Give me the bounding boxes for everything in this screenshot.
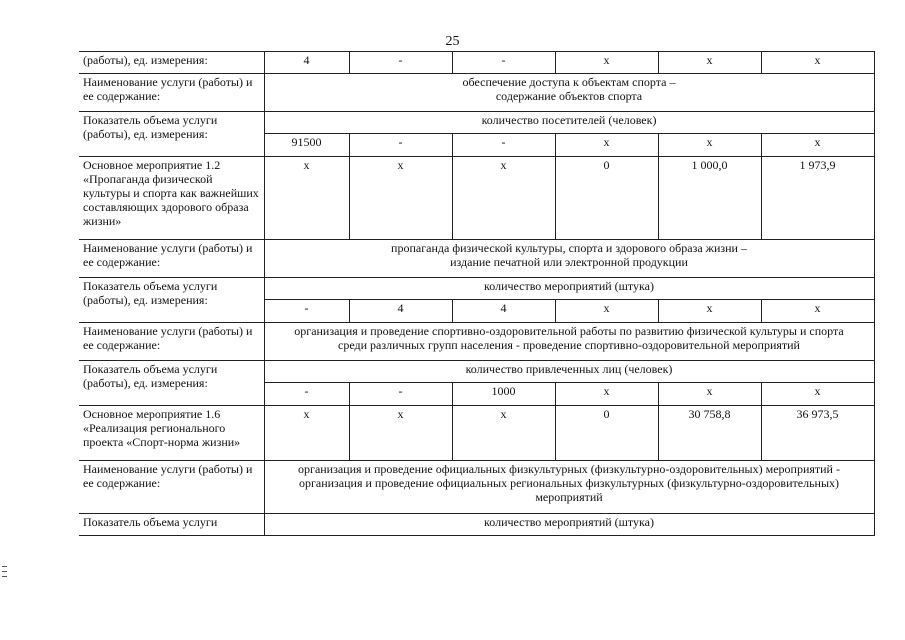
cell-value: х bbox=[349, 157, 452, 240]
cell-value: х bbox=[264, 157, 349, 240]
service-line: содержание объектов спорта bbox=[495, 89, 643, 103]
row-label: Основное мероприятие 1.6 «Реализация регионального проекта «Спорт-норма жизни» bbox=[79, 406, 264, 461]
service-line: организация и проведение официальных физкультурных (физкультурно-оздоровительных) мероприятий - bbox=[298, 462, 840, 476]
service-line: мероприятий bbox=[535, 490, 603, 504]
cell-value: х bbox=[761, 383, 874, 406]
table-row bbox=[79, 461, 874, 514]
service-description bbox=[264, 323, 874, 361]
row-label: Показатель объема услуги (работы), ед. измерения: bbox=[79, 361, 264, 406]
cell-value: х bbox=[658, 383, 761, 406]
cell-value: - bbox=[264, 300, 349, 323]
table-row bbox=[79, 157, 874, 240]
row-label: Наименование услуги (работы) и ее содержание: bbox=[79, 74, 264, 112]
table-row bbox=[79, 361, 874, 383]
cell-value: 1 000,0 bbox=[658, 157, 761, 240]
cell-value: х bbox=[452, 406, 555, 461]
cell-value: 91500 bbox=[264, 134, 349, 157]
cell-value: х bbox=[658, 134, 761, 157]
table-row bbox=[79, 112, 874, 134]
cell-value: 0 bbox=[555, 406, 658, 461]
cell-value: х bbox=[555, 300, 658, 323]
cell-value: 4 bbox=[349, 300, 452, 323]
indicator-header: количество привлеченных лиц (человек) bbox=[264, 361, 874, 383]
cell-value: - bbox=[452, 134, 555, 157]
row-label: Основное мероприятие 1.2 «Пропаганда физической культуры и спорта как важнейших составляющих здорового образа жизни» bbox=[79, 157, 264, 240]
cell-value: х bbox=[555, 134, 658, 157]
cell-value: х bbox=[761, 300, 874, 323]
service-line: обеспечение доступа к объектам спорта – bbox=[462, 75, 676, 89]
service-line: организация и проведение официальных региональных физкультурных (физкультурно-оздоровительных) bbox=[298, 476, 840, 490]
cell-value: 36 973,5 bbox=[761, 406, 874, 461]
service-description bbox=[264, 240, 874, 278]
cell-value: 0 bbox=[555, 157, 658, 240]
scan-mark bbox=[2, 571, 7, 572]
table-row bbox=[79, 278, 874, 300]
cell-value: - bbox=[349, 134, 452, 157]
cell-value: - bbox=[452, 52, 555, 74]
table-row bbox=[79, 52, 874, 74]
row-label: Наименование услуги (работы) и ее содержание: bbox=[79, 461, 264, 514]
service-line: пропаганда физической культуры, спорта и здорового образа жизни – bbox=[391, 241, 747, 255]
cell-value: - bbox=[264, 383, 349, 406]
row-label: (работы), ед. измерения: bbox=[79, 52, 264, 74]
cell-value: 4 bbox=[452, 300, 555, 323]
cell-value: - bbox=[349, 52, 452, 74]
cell-value: 4 bbox=[264, 52, 349, 74]
row-label: Показатель объема услуги bbox=[79, 514, 264, 536]
cell-value: х bbox=[555, 52, 658, 74]
program-table bbox=[79, 51, 875, 536]
page-number: 25 bbox=[445, 34, 460, 49]
row-label: Наименование услуги (работы) и ее содержание: bbox=[79, 323, 264, 361]
cell-value: х bbox=[452, 157, 555, 240]
service-line: среди различных групп населения - проведение спортивно-оздоровительной мероприятий bbox=[338, 338, 800, 352]
cell-value: 1 973,9 bbox=[761, 157, 874, 240]
cell-value: х bbox=[349, 406, 452, 461]
indicator-header: количество посетителей (человек) bbox=[264, 112, 874, 134]
cell-value: х bbox=[761, 52, 874, 74]
indicator-header: количество мероприятий (штука) bbox=[264, 278, 874, 300]
service-description bbox=[264, 74, 874, 112]
row-label: Показатель объема услуги (работы), ед. измерения: bbox=[79, 278, 264, 323]
service-description bbox=[264, 461, 874, 514]
service-line: издание печатной или электронной продукции bbox=[450, 255, 688, 269]
cell-value: х bbox=[658, 52, 761, 74]
cell-value: 1000 bbox=[452, 383, 555, 406]
cell-value: 30 758,8 bbox=[658, 406, 761, 461]
cell-value: - bbox=[349, 383, 452, 406]
table-row bbox=[79, 514, 874, 536]
row-label: Показатель объема услуги (работы), ед. измерения: bbox=[79, 112, 264, 157]
table-row bbox=[79, 240, 874, 278]
cell-value: х bbox=[264, 406, 349, 461]
indicator-header: количество мероприятий (штука) bbox=[264, 514, 874, 536]
cell-value: х bbox=[761, 134, 874, 157]
table-row bbox=[79, 323, 874, 361]
service-line: организация и проведение спортивно-оздоровительной работы по развитию физической культуры и спорта bbox=[294, 324, 844, 338]
table-row bbox=[79, 406, 874, 461]
table-row bbox=[79, 74, 874, 112]
row-label: Наименование услуги (работы) и ее содержание: bbox=[79, 240, 264, 278]
scan-mark bbox=[2, 576, 7, 577]
cell-value: х bbox=[658, 300, 761, 323]
cell-value: х bbox=[555, 383, 658, 406]
scan-mark bbox=[2, 566, 7, 567]
